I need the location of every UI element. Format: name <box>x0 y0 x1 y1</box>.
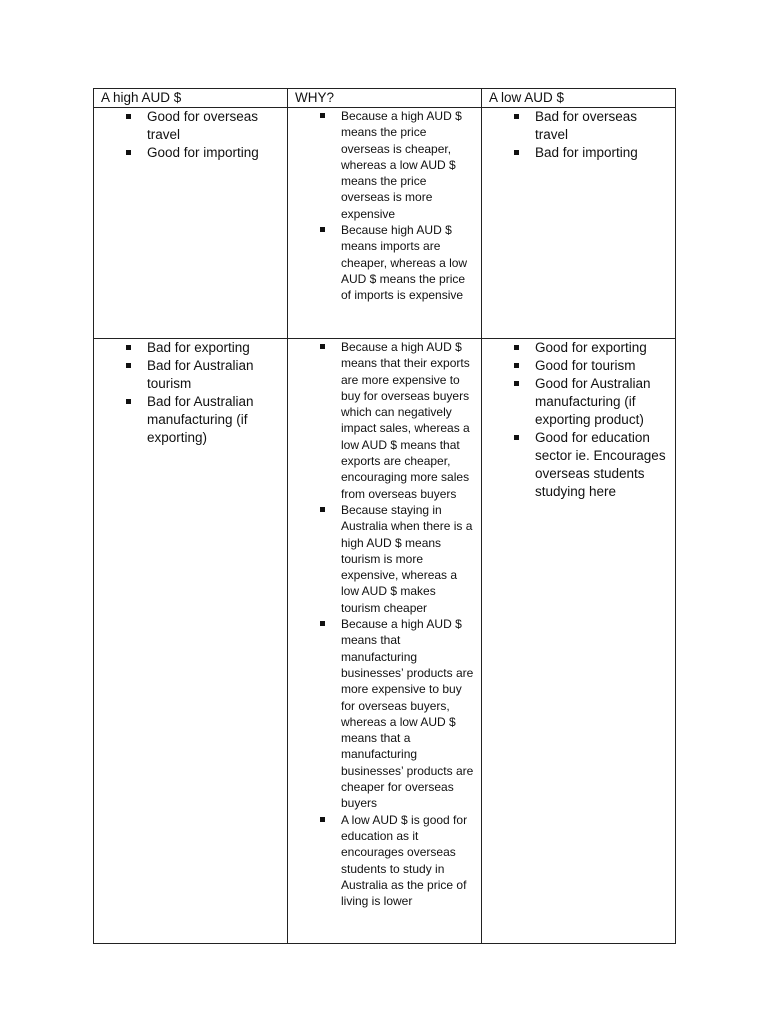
header-why: WHY? <box>288 89 482 108</box>
bullet-square-icon <box>514 363 519 368</box>
bullet-square-icon <box>126 363 131 368</box>
bullet-square-icon <box>126 345 131 350</box>
list-item: Bad for exporting <box>147 339 283 357</box>
bullet-square-icon <box>126 150 131 155</box>
list-item: Because a high AUD $ means that manufacturing businesses’ products are more expensive to buy for overseas buyers, whereas a low AUD $ means that a manufacturing businesses’ products are cheaper for overseas buyers <box>341 616 477 812</box>
bullet-square-icon <box>320 621 325 626</box>
bullet-square-icon <box>126 399 131 404</box>
bullet-square-icon <box>514 114 519 119</box>
table-row <box>94 339 676 944</box>
list-item: Good for education sector ie. Encourages overseas students studying here <box>535 429 671 501</box>
table-row <box>94 108 676 339</box>
list-item: Bad for importing <box>535 144 671 162</box>
why-list <box>288 339 481 909</box>
table-header-row <box>94 89 676 108</box>
low-aud-list <box>482 108 675 162</box>
list-item: Because staying in Australia when there is a high AUD $ means tourism is more expensive, whereas a low AUD $ makes tourism cheaper <box>341 502 477 616</box>
list-item: A low AUD $ is good for education as it encourages overseas students to study in Australia as the price of living is lower <box>341 812 477 910</box>
list-item: Bad for overseas travel <box>535 108 671 144</box>
high-aud-list <box>94 339 287 447</box>
list-item: Bad for Australian tourism <box>147 357 283 393</box>
header-low-aud: A low AUD $ <box>482 89 676 108</box>
list-item: Good for overseas travel <box>147 108 283 144</box>
list-item: Good for exporting <box>535 339 671 357</box>
bullet-square-icon <box>514 345 519 350</box>
high-aud-cell <box>94 339 288 944</box>
low-aud-cell <box>482 108 676 339</box>
list-item: Good for tourism <box>535 357 671 375</box>
list-item: Because high AUD $ means imports are cheaper, whereas a low AUD $ means the price of imports is expensive <box>341 222 477 303</box>
low-aud-list <box>482 339 675 501</box>
list-item: Good for importing <box>147 144 283 162</box>
bullet-square-icon <box>514 150 519 155</box>
why-list <box>288 108 481 304</box>
aud-comparison-table <box>93 88 676 944</box>
bullet-square-icon <box>320 344 325 349</box>
list-item: Bad for Australian manufacturing (if exporting) <box>147 393 283 447</box>
list-item: Because a high AUD $ means that their exports are more expensive to buy for overseas buyers which can negatively impact sales, whereas a low AUD $ means that exports are cheaper, encouraging more sales from overseas buyers <box>341 339 477 502</box>
bullet-square-icon <box>320 507 325 512</box>
why-cell <box>288 108 482 339</box>
high-aud-cell <box>94 108 288 339</box>
why-cell <box>288 339 482 944</box>
header-high-aud: A high AUD $ <box>94 89 288 108</box>
list-item: Good for Australian manufacturing (if exporting product) <box>535 375 671 429</box>
bullet-square-icon <box>514 435 519 440</box>
bullet-square-icon <box>320 817 325 822</box>
high-aud-list <box>94 108 287 162</box>
bullet-square-icon <box>320 113 325 118</box>
list-item: Because a high AUD $ means the price overseas is cheaper, whereas a low AUD $ means the price overseas is more expensive <box>341 108 477 222</box>
bullet-square-icon <box>514 381 519 386</box>
low-aud-cell <box>482 339 676 944</box>
bullet-square-icon <box>126 114 131 119</box>
bullet-square-icon <box>320 227 325 232</box>
